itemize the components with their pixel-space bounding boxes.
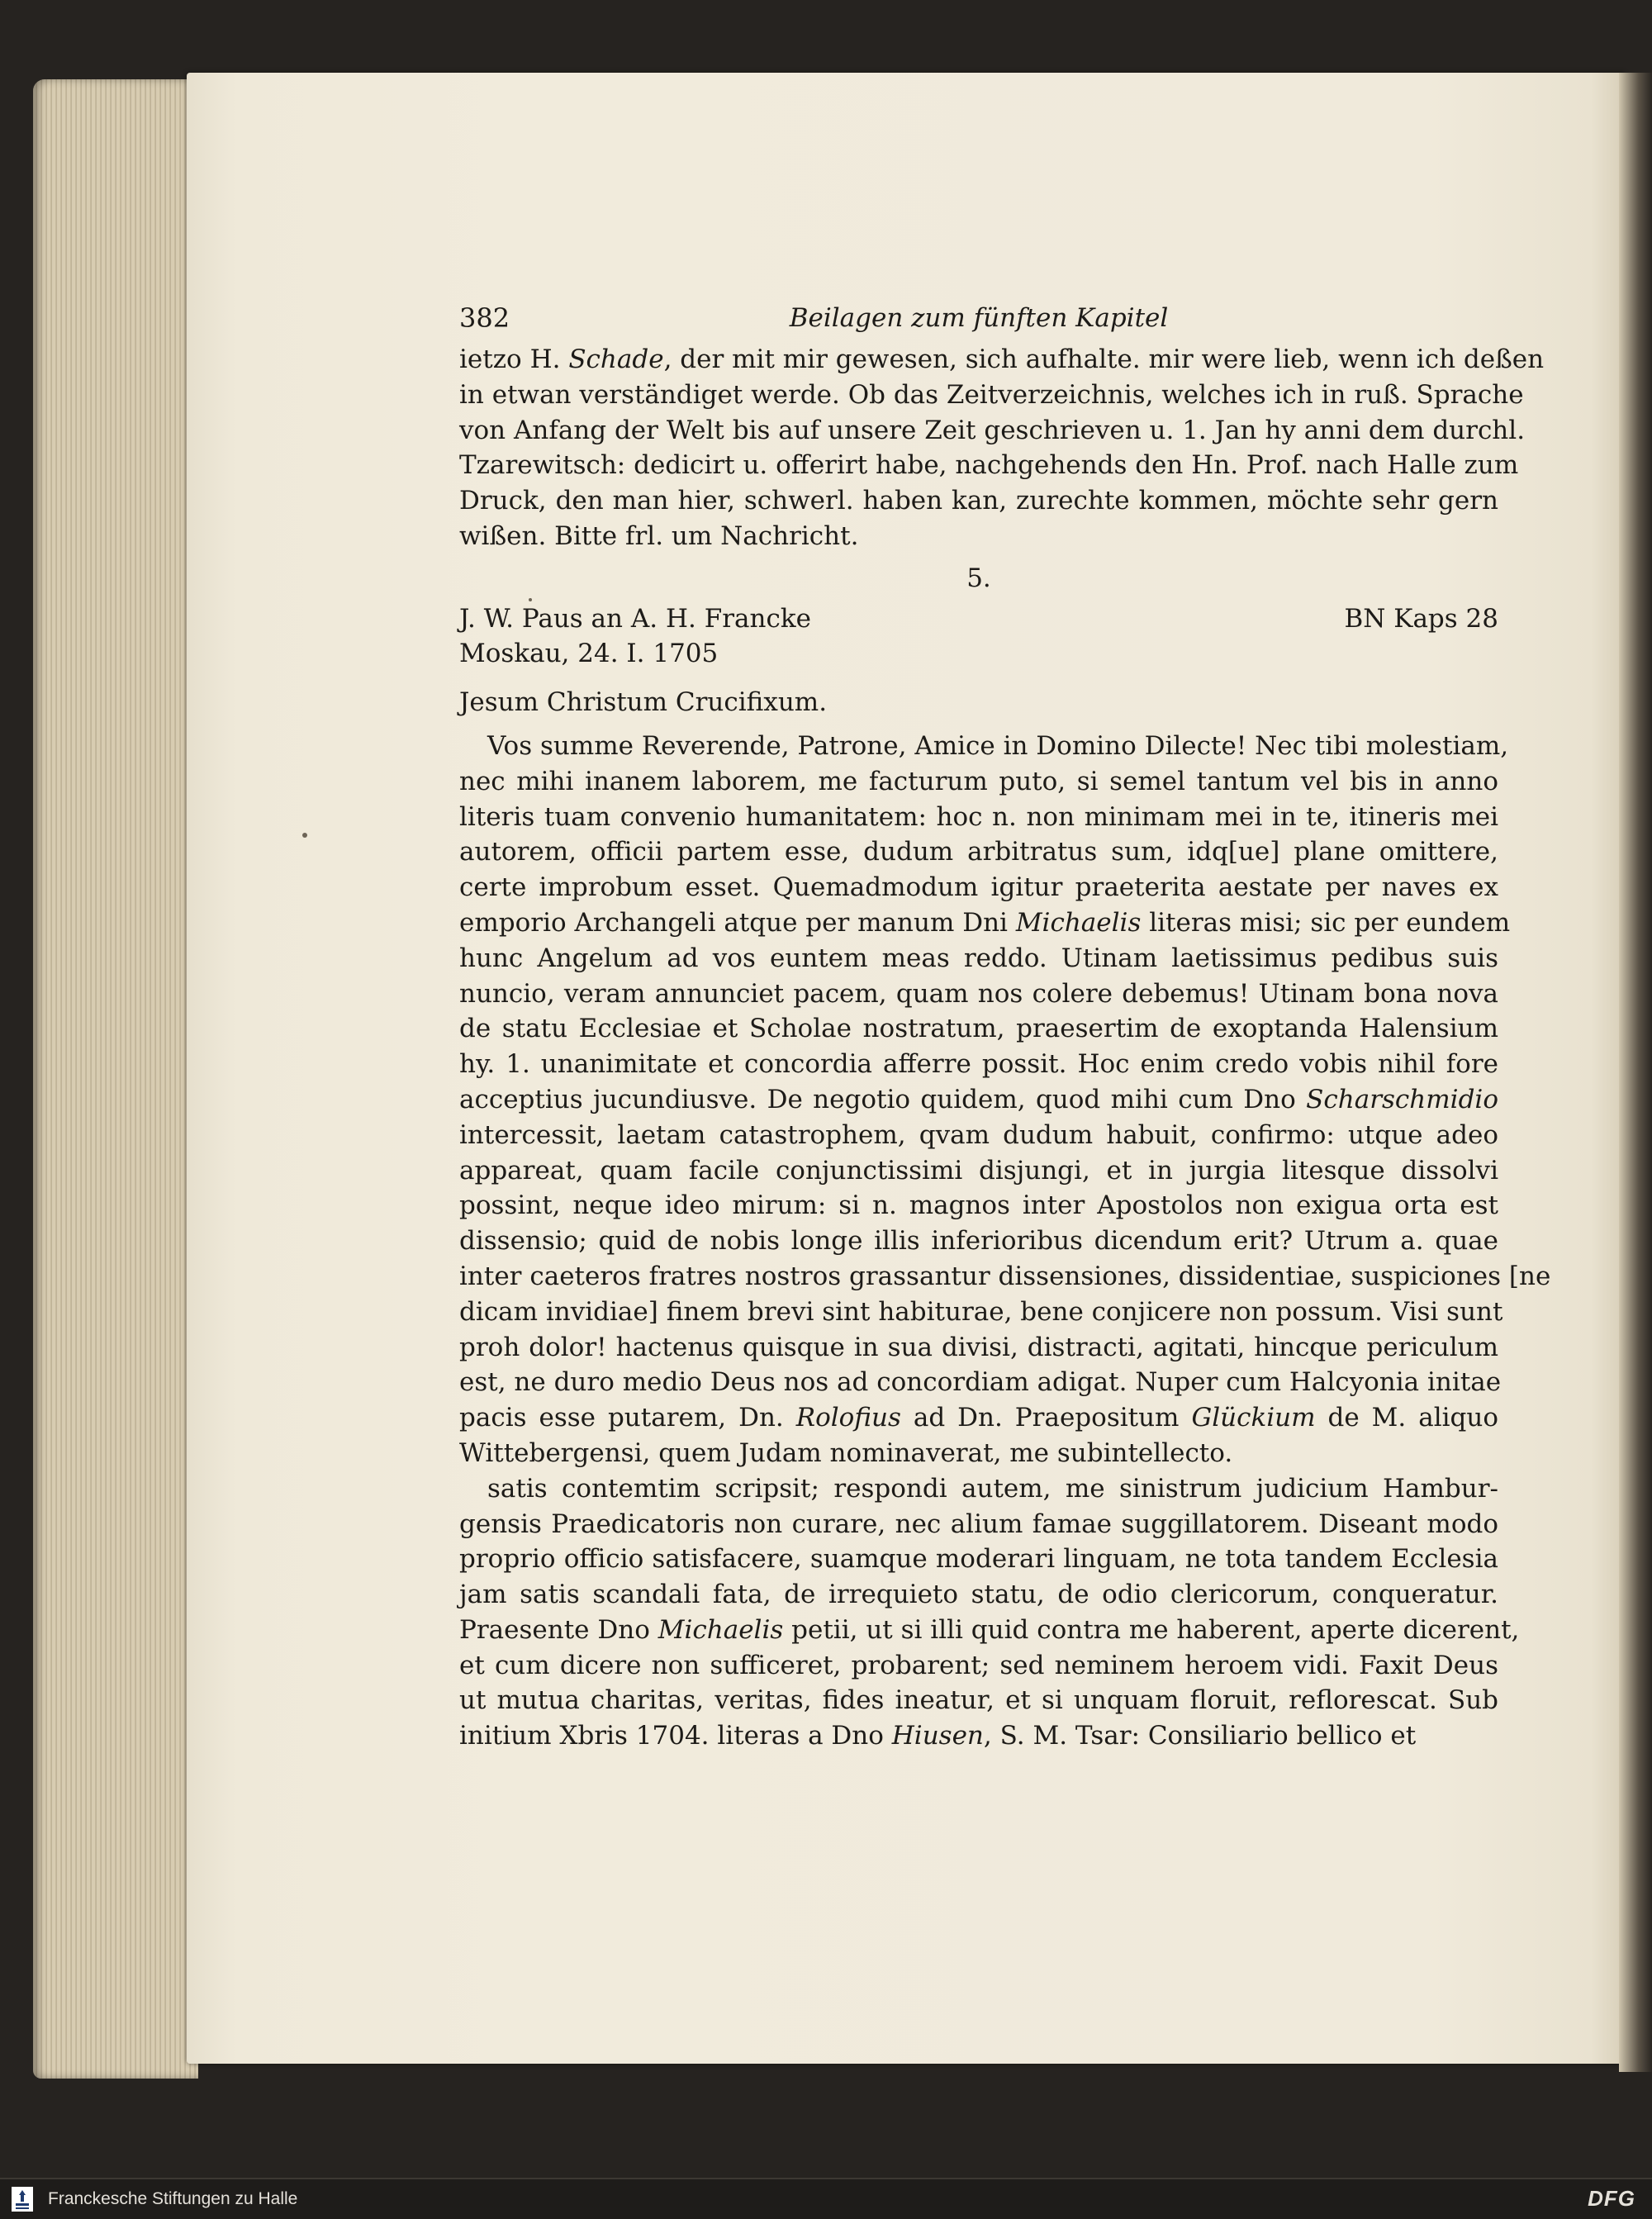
viewer-footer [0, 2178, 1652, 2219]
text-line: de statu Ecclesiae et Scholae nostratum, praesertim de exoptanda Halensium [459, 1014, 1498, 1044]
text-line: appareat, quam facile conjunctissimi disjungi, et in jurgia litesque dissolvi [459, 1155, 1498, 1186]
institution-logo-icon [12, 2187, 33, 2212]
text-line: ietzo H. Schade, der mit mir gewesen, sich aufhalte. mir were lieb, wenn ich deßen [459, 344, 1545, 374]
text-line: est, ne duro medio Deus nos ad concordiam adigat. Nuper cum Halcyonia initae [459, 1367, 1502, 1398]
text-line: pacis esse putarem, Dn. Rolofius ad Dn. Praepositum Glückium de M. aliquo [459, 1403, 1498, 1433]
text-line: gensis Praedicatoris non curare, nec alium famae suggillatorem. Diseant modo [459, 1509, 1498, 1539]
page-number: 382 [459, 302, 510, 334]
text-line: certe improbum esset. Quemadmodum igitur praeterita aestate per naves ex [459, 872, 1498, 903]
text-line: emporio Archangeli atque per manum Dni Michaelis literas misi; sic per eundem [459, 907, 1511, 938]
text-line: in etwan verständiget werde. Ob das Zeitverzeichnis, welches ich in ruß. Sprache [459, 379, 1524, 410]
text-line: wißen. Bitte frl. um Nachricht. [459, 520, 859, 551]
book-gutter-shadow [1619, 73, 1652, 2072]
text-line: inter caeteros fratres nostros grassantur dissensiones, dissidentiae, suspiciones [ne [459, 1261, 1551, 1291]
text-line: proprio officio satisfacere, suamque moderari linguam, ne tota tandem Ecclesia [459, 1544, 1498, 1575]
text-line: satis contemtim scripsit; respondi autem, me sinistrum judicium Hambur- [487, 1473, 1498, 1504]
text-line: nuncio, veram annunciet pacem, quam nos colere debemus! Utinam bona nova [459, 978, 1498, 1009]
letter-archive-reference: BN Kaps 28 [1344, 603, 1498, 634]
text-line: nec mihi inanem laborem, me facturum puto, si semel tantum vel bis in anno [459, 766, 1498, 796]
text-line: proh dolor! hactenus quisque in sua divisi, distracti, agitati, hincque periculum [459, 1332, 1498, 1362]
paper-speck [302, 833, 307, 838]
running-title: Beilagen zum fünften Kapitel [789, 303, 1169, 333]
text-line: dicam invidiae] finem brevi sint habiturae, bene conjicere non possum. Visi sunt [459, 1296, 1503, 1327]
letter-salutation: Jesum Christum Crucifixum. [459, 687, 828, 718]
text-line: acceptius jucundiusve. De negotio quidem, quod mihi cum Dno Scharschmidio [459, 1084, 1498, 1114]
text-line: possint, neque ideo mirum: si n. magnos inter Apostolos non exigua orta est [459, 1190, 1498, 1221]
text-line: hunc Angelum ad vos euntem meas reddo. Utinam laetissimus pedibus suis [459, 943, 1498, 973]
text-line: autorem, officii partem esse, dudum arbitratus sum, idq[ue] plane omittere, [459, 837, 1498, 867]
text-line: initium Xbris 1704. literas a Dno Hiusen, S. M. Tsar: Consiliario bellico et [459, 1721, 1417, 1751]
text-line: et cum dicere non sufficeret, probarent; sed neminem heroem vidi. Faxit Deus [459, 1650, 1498, 1680]
text-line: intercessit, laetam catastrophem, qvam dudum habuit, confirmo: utque adeo [459, 1119, 1498, 1150]
text-line: Tzarewitsch: dedicirt u. offerirt habe, nachgehends den Hn. Prof. nach Halle zum [459, 450, 1519, 481]
text-line: Wittebergensi, quem Judam nominaverat, me subintellecto. [459, 1437, 1233, 1468]
continuation-paragraph [459, 342, 1545, 554]
page-header [459, 301, 1498, 337]
text-line: Druck, den man hier, schwerl. haben kan, zurechte kommen, möchte sehr gern [459, 486, 1498, 516]
text-line: ut mutua charitas, veritas, fides ineatur, et si unquam floruit, reflorescat. Sub [459, 1685, 1498, 1716]
text-line: Vos summe Reverende, Patrone, Amice in Domino Dilecte! Nec tibi molestiam, [487, 730, 1509, 761]
page-text [459, 301, 1551, 1754]
text-line: Praesente Dno Michaelis petii, ut si illi quid contra me haberent, aperte dicerent, [459, 1614, 1520, 1645]
letter-place-date: Moskau, 24. I. 1705 [459, 639, 719, 669]
text-line: literis tuam convenio humanitatem: hoc n. non minimam mei in te, itineris mei [459, 801, 1498, 832]
letter-number: 5. [966, 563, 991, 593]
institution-name: Franckesche Stiftungen zu Halle [48, 2189, 298, 2208]
letter-paragraph-1 [459, 729, 1551, 1471]
book-page-edges [33, 79, 198, 2079]
text-line: dissensio; quid de nobis longe illis inferioribus dicendum erit? Utrum a. quae [459, 1226, 1498, 1257]
text-line: hy. 1. unanimitate et concordia afferre possit. Hoc enim credo vobis nihil fore [459, 1049, 1498, 1080]
letter-sender-recipient: J. W. Paus an A. H. Francke [459, 603, 811, 634]
letter-heading [459, 601, 1498, 637]
letter-paragraph-2 [459, 1471, 1520, 1754]
funder-logo: DFG [1588, 2186, 1635, 2211]
text-line: jam satis scandali fata, de irrequieto statu, de odio clericorum, conqueratur. [459, 1580, 1498, 1610]
text-line: von Anfang der Welt bis auf unsere Zeit geschrieven u. 1. Jan hy anni dem durchl. [459, 415, 1526, 445]
